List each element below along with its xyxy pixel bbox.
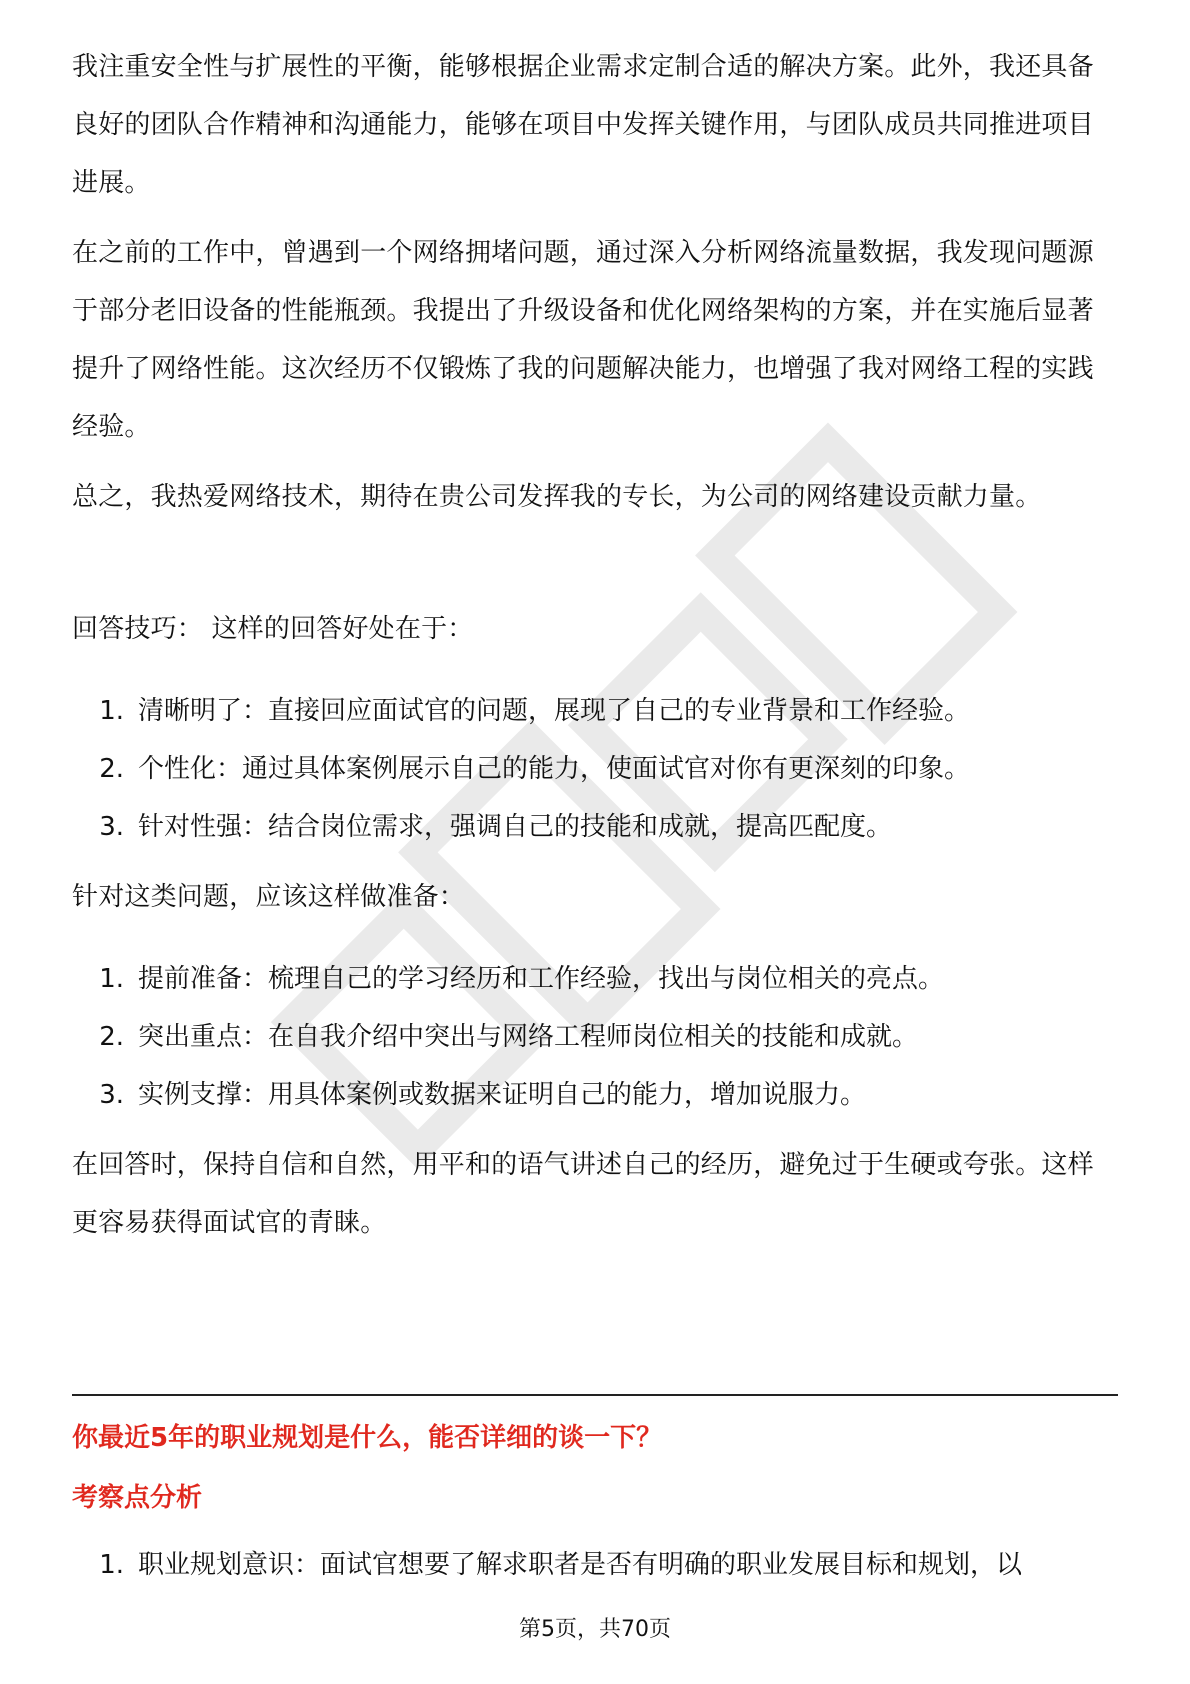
section-divider <box>72 1394 1118 1396</box>
list-item: 3. 实例支撑：用具体案例或数据来证明自己的能力，增加说服力。 <box>99 1080 867 1110</box>
list-item: 1. 职业规划意识：面试官想要了解求职者是否有明确的职业发展目标和规划，以 <box>99 1550 1023 1580</box>
list-item: 2. 个性化：通过具体案例展示自己的能力，使面试官对你有更深刻的印象。 <box>99 754 971 784</box>
list-item: 2. 突出重点：在自我介绍中突出与网络工程师岗位相关的技能和成就。 <box>99 1022 919 1052</box>
section-title: 考察点分析 <box>72 1483 203 1513</box>
page-number: 第5页，共70页 <box>519 1617 671 1642</box>
list-item: 1. 清晰明了：直接回应面试官的问题，展现了自己的专业背景和工作经验。 <box>99 696 971 726</box>
list-item: 3. 针对性强：结合岗位需求，强调自己的技能和成就，提高匹配度。 <box>99 812 893 842</box>
paragraph-strengths: 我注重安全性与扩展性的平衡，能够根据企业需求定制合适的解决方案。此外，我还具备良好的团队合作精神和沟通能力，能够在项目中发挥关键作用，与团队成员共同推进项目进展。 <box>72 52 1094 198</box>
paragraph-closing: 在回答时，保持自信和自然，用平和的语气讲述自己的经历，避免过于生硬或夸张。这样更容易获得面试官的青睐。 <box>72 1150 1094 1238</box>
prep-list <box>72 950 1118 1124</box>
tips-intro: 回答技巧： 这样的回答好处在于： <box>72 614 474 644</box>
paragraph-experience: 在之前的工作中，曾遇到一个网络拥堵问题，通过深入分析网络流量数据，我发现问题源于部分老旧设备的性能瓶颈。我提出了升级设备和优化网络架构的方案，并在实施后显著提升了网络性能。这次经历不仅锻炼了我的问题解决能力，也增强了我对网络工程的实践经验。 <box>72 238 1094 442</box>
tips-list <box>72 682 1118 856</box>
analysis-list <box>72 1536 1118 1594</box>
question-title: 你最近5年的职业规划是什么，能否详细的谈一下？ <box>72 1423 663 1453</box>
paragraph-summary: 总之，我热爱网络技术，期待在贵公司发挥我的专长，为公司的网络建设贡献力量。 <box>72 482 1042 512</box>
list-item: 1. 提前准备：梳理自己的学习经历和工作经验，找出与岗位相关的亮点。 <box>99 964 945 994</box>
prep-intro: 针对这类问题，应该这样做准备： <box>72 882 466 912</box>
